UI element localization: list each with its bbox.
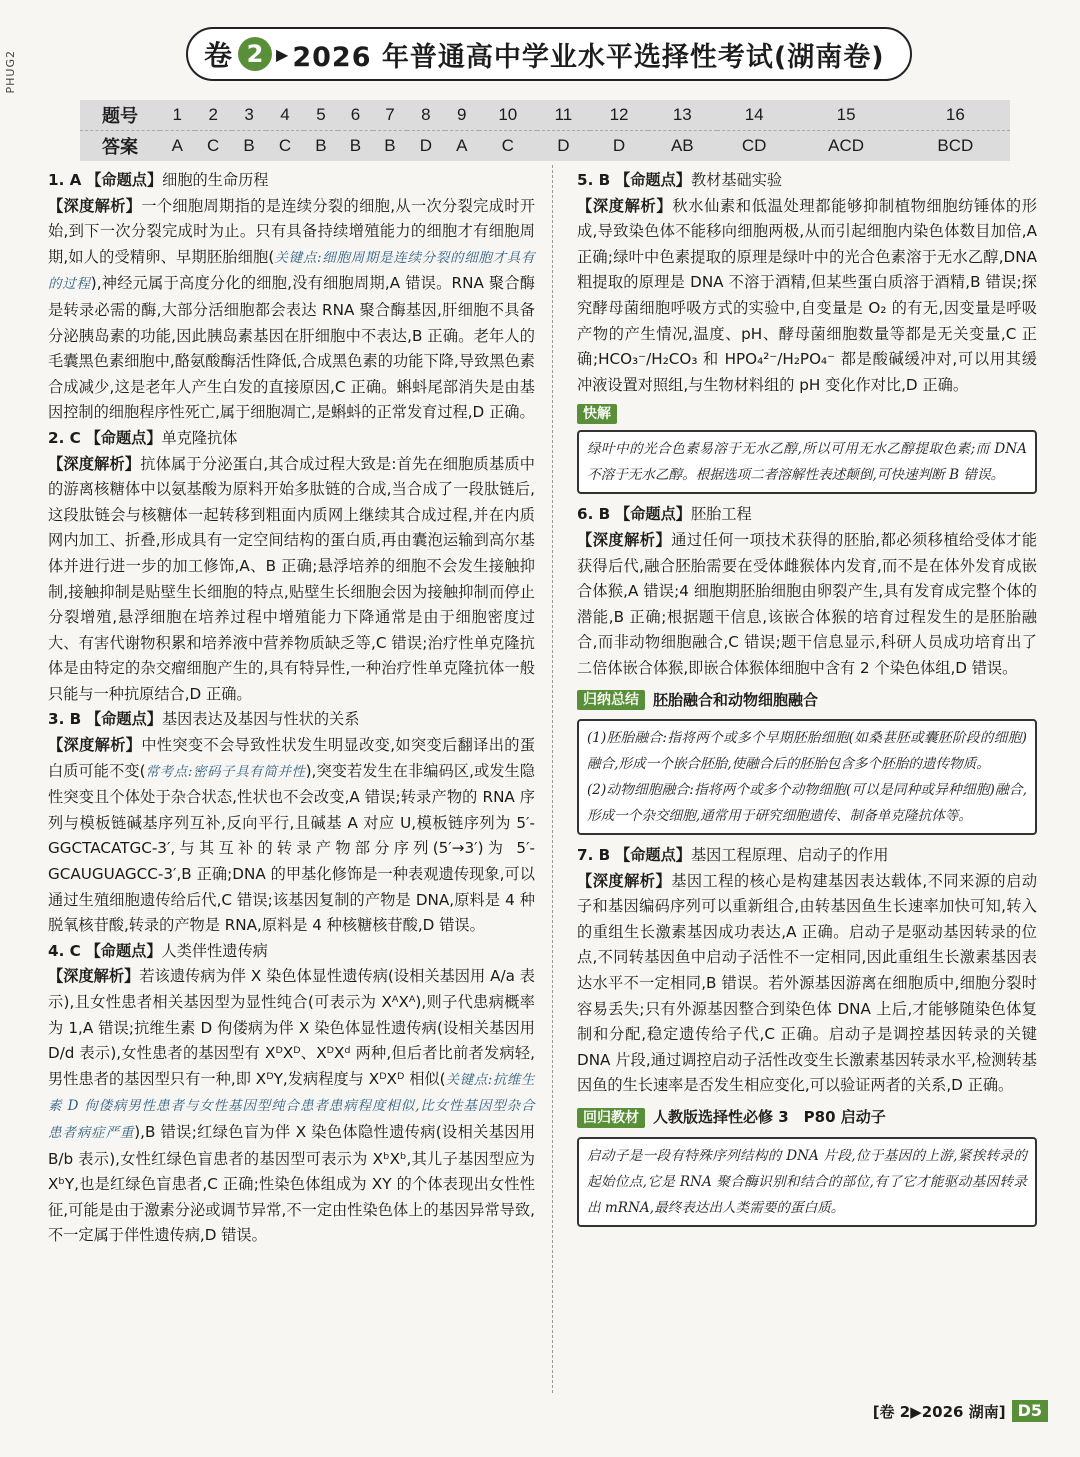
volume-label: 卷 — [204, 39, 233, 72]
question-6-explanation — [577, 502, 1037, 835]
handwritten-note: 关键点:细胞周期是连续分裂的细胞才具有的过程 — [48, 249, 535, 293]
quick-solution-chip: 快解 — [577, 404, 617, 424]
topic-tag: 【命题点】 — [86, 710, 162, 729]
question-number: 2 — [195, 100, 232, 131]
quick-solution-text: 绿叶中的光合色素易溶于无水乙醇,所以可用无水乙醇提取色素;而 DNA 不溶于无水乙醇。根据选项二者溶解性表述颠倒,可快速判断 B 错误。 — [587, 441, 1027, 484]
analysis-text: 若该遗传病为伴 X 染色体显性遗传病(设相关基因用 A/a 表示),且女性患者相关基因型为显性纯合(可表示为 XᴬXᴬ),则子代患病概率为 1,A 错误;抗维生素 D 佝偻病为伴 X 染色体显性遗传病(设相关基因用 D/d 表示),女性患者的基因型有 XᴰXᴰ、XᴰXᵈ 两种,但后者比前者发病轻,男性患者的基因型只有一种,即 XᴰY,发病程度与 XᴰXᴰ 相似( — [48, 967, 535, 1088]
analysis-label: 【深度解析】 — [48, 967, 140, 986]
question-number: 14 — [717, 100, 792, 131]
quick-solution-header — [577, 404, 1037, 424]
question-answer-head: 5. B — [577, 171, 611, 189]
answer-key: ACD — [828, 136, 865, 155]
analysis-text: ),突变若发生在非编码区,或发生隐性突变且个体处于杂合状态,性状也不会改变,A 错误;转录产物的 RNA 序列与模板链碱基序列互补,反向平行,且碱基 A 对应 U,模板链序列为 5′-GGCTACATGC-3′,与其互补的转录产物部分序列(5′→3′)为 5′-GCAUGUAGCC-3′,B 正确;DNA 的甲基化修饰是一种表观遗传现象,可以通过生殖细胞遗传给后代,C 错误;该基因复制的产物是 DNA,原料是 4 种脱氧核苷酸,转录的产物是 RNA,原料是 4 种核糖核苷酸,D 错误。 — [48, 761, 535, 935]
arrow-icon: ▶ — [276, 44, 289, 64]
question-7-explanation — [577, 843, 1037, 1227]
question-answer-head: 6. B — [577, 505, 611, 524]
left-column — [48, 168, 535, 1249]
answer-key: B — [384, 136, 396, 155]
question-number: 6 — [338, 100, 373, 131]
summary-text-1: (1)胚胎融合:指将两个或多个早期胚胎细胞(如桑葚胚或囊胚阶段的细胞)融合,形成一个嵌合胚胎,使融合后的胚胎包含多个胚胎的遗传物质。 — [587, 730, 1027, 773]
answer-key: D — [419, 136, 432, 155]
question-number: 12 — [590, 100, 648, 131]
topic-text: 细胞的生命历程 — [162, 171, 269, 189]
topic-text: 人类伴性遗传病 — [161, 941, 268, 960]
answer-key: D — [612, 136, 626, 155]
question-answer-head: 2. C — [48, 428, 81, 447]
answer-key: BCD — [937, 136, 974, 155]
question-4-explanation — [48, 939, 535, 1249]
quick-solution-box — [577, 430, 1037, 494]
answer-key: B — [315, 136, 327, 155]
question-number: 5 — [304, 100, 339, 131]
row-label-answer: 答案 — [102, 137, 138, 157]
handwritten-note: 常考点:密码子具有简并性 — [145, 763, 306, 780]
answer-key: B — [349, 136, 362, 155]
analysis-text: 抗体属于分泌蛋白,其合成过程大致是:首先在细胞质基质中的游离核糖体中以氨基酸为原料开始多肽链的合成,当合成了一段肽链后,这段肽链会与核糖体一起转移到粗面内质网上继续其合成过程,并在内质网内加工、折叠,形成具有一定空间结构的蛋白质,再由囊泡运输到高尔基体并进行进一步的加工修饰,A、B 正确;悬浮培养的细胞不会发生接触抑制,接触抑制是贴壁生长细胞的特点,贴壁生长细胞会因为接触抑制而停止分裂增殖,悬浮细胞在培养过程中增殖能力下降通常是由于细胞密度过大、有害代谢物积累和培养液中营养物质缺乏等,C 错误;治疗性单克隆抗体是由特定的杂交瘤细胞产生的,具有特异性,一种治疗性单克隆抗体一般只能与一种抗原结合,D 正确。 — [48, 454, 535, 703]
topic-text: 胚胎工程 — [690, 505, 752, 524]
question-number: 16 — [901, 100, 1010, 131]
textbook-box — [577, 1137, 1037, 1227]
question-number: 4 — [266, 100, 303, 131]
page-footer — [873, 1400, 1048, 1422]
question-number: 11 — [537, 100, 591, 131]
answer-key: C — [207, 136, 220, 155]
row-label-number: 题号 — [80, 100, 160, 131]
answer-key-table — [80, 100, 1010, 161]
analysis-label: 【深度解析】 — [577, 871, 672, 890]
textbook-header — [577, 1105, 1037, 1131]
question-2-explanation — [48, 426, 535, 708]
analysis-text: 通过任何一项技术获得的胚胎,都必须移植给受体才能获得后代,融合胚胎需要在受体雌猴体内发育,而不是在体外发育成嵌合体猴,A 错误;4 细胞期胚胎细胞由卵裂产生,具有发育成完整个体的潜能,B 正确;根据题干信息,该嵌合体猴的培育过程发生的是胚胎融合,而非动物细胞融合,C 错误;题干信息显示,科研人员成功培育出了二倍体嵌合体猴,即嵌合体猴体细胞中含有 2 个染色体组,D 错误。 — [577, 530, 1038, 677]
topic-tag: 【命题点】 — [615, 846, 691, 865]
summary-chip: 归纳总结 — [577, 690, 645, 710]
question-5-explanation — [577, 168, 1037, 494]
question-1-explanation — [48, 168, 535, 426]
column-divider — [552, 165, 553, 1393]
analysis-label: 【深度解析】 — [48, 196, 142, 215]
textbook-text: 启动子是一段有特殊序列结构的 DNA 片段,位于基因的上游,紧挨转录的起始位点,它是 RNA 聚合酶识别和结合的部位,有了它才能驱动基因转录出 mRNA,最终表达出人类需要的蛋白质。 — [587, 1147, 1027, 1216]
right-column — [577, 168, 1037, 1235]
textbook-chip: 回归教材 — [577, 1108, 645, 1128]
analysis-label: 【深度解析】 — [48, 736, 142, 755]
analysis-label: 【深度解析】 — [577, 530, 672, 549]
question-number: 3 — [232, 100, 267, 131]
analysis-text: 基因工程的核心是构建基因表达载体,不同来源的启动子和基因编码序列可以重新组合,由转基因鱼生长速率加快可知,转入的重组生长激素基因成功表达,A 正确。启动子是驱动基因转录的位点,不同转基因鱼中启动子活性不一定相同,因此重组生长激素基因表达水平不一定相同,B 错误。若外源基因游离在细胞质中,细胞分裂时容易丢失;只有外源基因整合到染色体 DNA 上后,才能够随染色体复制和分配,稳定遗传给子代,C 正确。启动子是调控基因转录的关键 DNA 片段,通过调控启动子活性改变生长激素基因转录水平,检测转基因鱼的生长速率是否发生相应变化,可以验证两者的关系,D 正确。 — [577, 871, 1038, 1095]
handwritten-note: 关键点:抗维生素 D 佝偻病男性患者与女性基因型纯合患者患病程度相似,比女性基因型杂合患者病症严重 — [48, 1071, 535, 1141]
question-number: 7 — [373, 100, 408, 131]
question-answer-head: 1. A — [48, 171, 82, 189]
summary-box — [577, 719, 1037, 835]
analysis-text: ),B 错误;红绿色盲为伴 X 染色体隐性遗传病(设相关基因用 B/b 表示),女性红绿色盲患者的基因型可表示为 XᵇXᵇ,其儿子基因型应为 XᵇY,也是红绿色盲患者,C 正确;性染色体组成为 XY 的个体表现出女性性征,可能是由于激素分泌或调节异常,不一定由性染色体上的基因异常导致,不一定属于伴性遗传病,D 错误。 — [48, 1122, 536, 1245]
volume-number-badge: 2 — [238, 37, 272, 71]
analysis-label: 【深度解析】 — [577, 196, 673, 215]
page-number: D5 — [1012, 1400, 1048, 1422]
answer-key: C — [278, 136, 292, 155]
question-answer-head: 3. B — [48, 710, 82, 729]
topic-tag: 【命题点】 — [615, 505, 691, 524]
topic-tag: 【命题点】 — [85, 941, 162, 960]
answer-key: A — [171, 136, 183, 155]
topic-tag: 【命题点】 — [85, 428, 162, 447]
answer-key: D — [557, 136, 570, 155]
footer-label: [卷 2▶2026 湖南] — [872, 1402, 1006, 1421]
question-number: 1 — [160, 100, 195, 131]
topic-tag: 【命题点】 — [615, 171, 691, 189]
question-answer-head: 7. B — [577, 846, 611, 865]
analysis-label: 【深度解析】 — [48, 454, 141, 473]
analysis-text: ),神经元属于高度分化的细胞,没有细胞周期,A 错误。RNA 聚合酶是转录必需的酶,大部分活细胞都会表达 RNA 聚合酶基因,肝细胞不具备分泌胰岛素的功能,因此胰岛素基因在肝细胞中不表达,B 正确。老年人的毛囊黑色素细胞中,酪氨酸酶活性降低,合成黑色素的功能下降,导致黑色素合成减少,这是老年人产生白发的直接原因,C 正确。蝌蚪尾部消失是由基因控制的细胞程序性死亡,属于细胞凋亡,是蝌蚪的正常发育过程,D 正确。 — [48, 274, 535, 422]
analysis-text: 一个细胞周期指的是连续分裂的细胞,从一次分裂完成时开始,到下一次分裂完成时为止。只有具备持续增殖能力的细胞才有细胞周期,如人的受精卵、早期胚胎细胞( — [48, 196, 536, 266]
summary-title: 胚胎融合和动物细胞融合 — [653, 690, 819, 709]
question-number: 8 — [407, 100, 444, 131]
summary-header — [577, 688, 1037, 714]
question-3-explanation — [48, 707, 535, 938]
question-number: 15 — [792, 100, 901, 131]
question-number: 13 — [648, 100, 717, 131]
question-number: 9 — [445, 100, 480, 131]
topic-tag: 【命题点】 — [86, 171, 163, 189]
side-code: PHUG2 — [4, 50, 17, 94]
question-number: 10 — [479, 100, 537, 131]
answer-key: B — [243, 136, 255, 155]
topic-text: 基因工程原理、启动子的作用 — [690, 846, 889, 865]
answer-row — [80, 131, 1010, 162]
answer-key: C — [501, 136, 514, 155]
question-number-row — [80, 100, 1010, 131]
exam-title: 2026 年普通高中学业水平选择性考试(湖南卷) — [292, 41, 885, 73]
topic-text: 单克隆抗体 — [161, 428, 238, 447]
analysis-text: 秋水仙素和低温处理都能够抑制植物细胞纺锤体的形成,导致染色体不能移向细胞两极,从而引起细胞内染色体数目加倍,A 正确;绿叶中色素提取的原理是绿叶中的光合色素溶于无水乙醇,DNA 粗提取的原理是 DNA 不溶于酒精,但某些蛋白质溶于酒精,B 错误;探究酵母菌细胞呼吸方式的实验中,自变量是 O₂ 的有无,因变量是呼吸产物的产生情况,温度、pH、酵母菌细胞数量等都是无关变量,C 正确;HCO₃⁻/H₂CO₃ 和 HPO₄²⁻/H₂PO₄⁻ 都是酸碱缓冲对,可以用其缓冲液设置对照组,与生物材料组的 pH 变化作对比,D 正确。 — [577, 196, 1038, 394]
textbook-title: 人教版选择性必修 3 P80 启动子 — [653, 1108, 886, 1127]
question-answer-head: 4. C — [48, 941, 81, 960]
topic-text: 教材基础实验 — [690, 171, 783, 189]
analysis-text: 中性突变不会导致性状发生明显改变,如突变后翻译出的蛋白质可能不变( — [48, 736, 536, 780]
answer-key: CD — [741, 136, 767, 155]
summary-text-2: (2)动物细胞融合:指将两个或多个动物细胞(可以是同种或异种细胞)融合,形成一个杂交细胞,通常用于研究细胞遗传、制备单克隆抗体等。 — [587, 782, 1027, 825]
topic-text: 基因表达及基因与性状的关系 — [161, 710, 360, 729]
answer-key: AB — [670, 136, 694, 155]
exam-title-banner — [186, 27, 912, 81]
answer-key: A — [456, 136, 468, 155]
